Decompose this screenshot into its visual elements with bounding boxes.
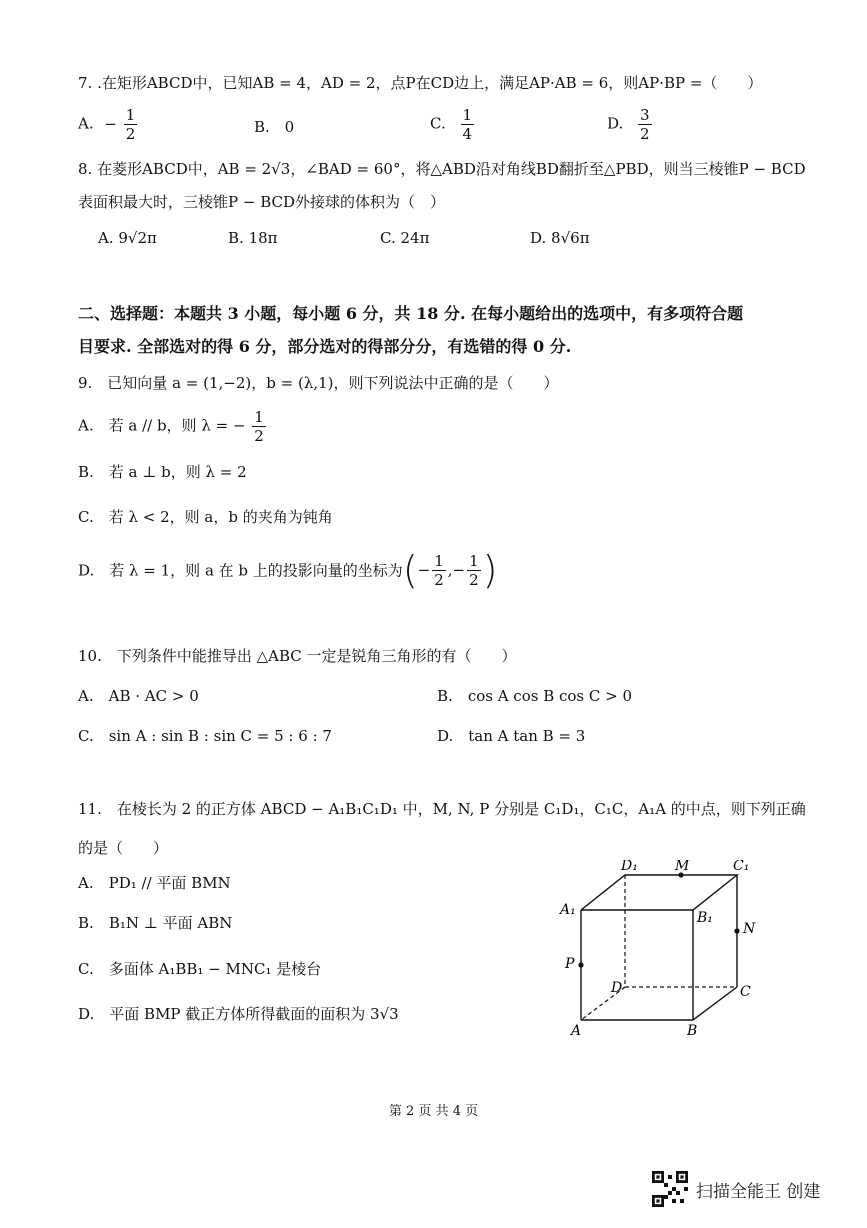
option-value: cos A cos B cos C > 0: [467, 687, 633, 705]
q10-option-b: [437, 685, 632, 706]
option-value: AB · AC > 0: [108, 687, 199, 705]
label-d1: D₁: [621, 860, 638, 874]
label-c: C: [740, 984, 751, 1000]
numerator: 3: [640, 106, 650, 124]
label-b: B: [687, 1023, 698, 1039]
point-n: [734, 928, 739, 933]
q9-option-b: B. 若 a ⊥ b，则 λ = 2: [78, 463, 247, 481]
denominator: 4: [462, 125, 473, 143]
denominator: 2: [469, 570, 479, 589]
label-a1: A₁: [560, 902, 576, 918]
option-label: C.: [380, 229, 396, 247]
section-heading-line2: 目要求. 全部选对的得 6 分，部分选对的得部分分，有选错的得 0 分.: [78, 337, 572, 356]
section-heading-line1: 二、选择题：本题共 3 小题，每小题 6 分，共 18 分. 在每小题给出的选项中，有多项符合题: [78, 304, 744, 323]
fraction: [124, 106, 138, 143]
q8-stem-line2: 表面积最大时，三棱锥P − BCD外接球的体积为（ ）: [78, 193, 446, 211]
q9-option-c: C. 若 λ < 2，则 a，b 的夹角为钝角: [78, 508, 333, 526]
numerator: 1: [434, 551, 444, 570]
option-label: B.: [437, 687, 453, 705]
q7-option-a: [78, 106, 139, 143]
option-label: C.: [78, 727, 94, 745]
option-value: 18π: [248, 229, 278, 247]
right-paren: ): [482, 548, 498, 592]
fraction: [432, 552, 446, 589]
q7-option-d: [607, 106, 654, 143]
option-label: D.: [607, 114, 624, 133]
option-label: A.: [78, 114, 94, 133]
top-face: [581, 875, 737, 910]
sign: −: [104, 114, 117, 133]
cube-figure: [555, 860, 775, 1040]
q8-option-a: [98, 229, 157, 247]
option-text: A. 若 a // b，则 λ = −: [78, 416, 246, 435]
option-text: D. 若 λ = 1，则 a 在 b 上的投影向量的坐标为: [78, 561, 403, 580]
option-value: 0: [284, 118, 295, 136]
fraction: [467, 552, 481, 589]
option-value: sin A : sin B : sin C = 5 : 6 : 7: [108, 727, 332, 745]
label-b1: B₁: [697, 910, 713, 926]
q8-option-c: [380, 229, 429, 247]
qr-code-icon: [652, 1171, 688, 1207]
numerator: 1: [462, 106, 473, 124]
edge-b-c: [693, 987, 737, 1020]
option-label: B.: [254, 118, 270, 136]
numerator: 1: [254, 408, 264, 426]
page-footer: 第 2 页 共 4 页: [388, 1104, 479, 1119]
left-paren: (: [402, 548, 418, 592]
numerator: 1: [469, 551, 479, 570]
denominator: 2: [254, 427, 264, 445]
option-label: A.: [98, 229, 114, 247]
q11-option-b: [78, 912, 232, 933]
label-n: N: [743, 921, 756, 937]
label-c1: C₁: [733, 860, 750, 874]
q11-stem-line2: 的是（ ）: [78, 839, 169, 857]
option-label: A.: [78, 687, 94, 705]
fraction: [252, 408, 266, 445]
option-value: 平面 BMP 截正方体所得截面的面积为 3√3: [109, 1005, 399, 1023]
label-m: M: [675, 860, 690, 874]
q9-option-a: [78, 408, 268, 445]
label-a: A: [571, 1023, 582, 1039]
option-value: 多面体 A₁BB₁ − MNC₁ 是棱台: [108, 960, 322, 978]
q8-option-d: [530, 229, 590, 247]
denominator: 2: [125, 125, 136, 143]
option-label: B.: [228, 229, 244, 247]
q9-option-d: [78, 548, 497, 592]
option-label: C.: [78, 960, 94, 978]
q11-option-a: [78, 872, 231, 893]
q8-stem-line1: 8. 在菱形ABCD中，AB = 2√3，∠BAD = 60°，将△ABD沿对角线BD翻折至△PBD，则当三棱锥P − BCD: [78, 160, 806, 178]
option-value: 24π: [400, 229, 430, 247]
option-value: tan A tan B = 3: [468, 727, 586, 745]
q7-option-c: [430, 106, 476, 143]
q9-stem: 9. 已知向量 a = (1,−2)，b = (λ,1)，则下列说法中正确的是（ ）: [78, 374, 559, 392]
q11-option-c: [78, 958, 321, 979]
scanner-watermark: [652, 1171, 820, 1207]
option-value: PD₁ // 平面 BMN: [108, 874, 231, 892]
q7-stem: 7. .在矩形ABCD中，已知AB = 4，AD = 2，点P在CD边上，满足AP·AB = 6，则AP·BP =（ ）: [78, 74, 763, 92]
q10-stem: 10. 下列条件中能推导出 △ABC 一定是锐角三角形的有（ ）: [78, 647, 517, 665]
fraction: [461, 106, 475, 143]
fraction: [638, 106, 652, 143]
option-label: D.: [530, 229, 547, 247]
option-value: 9√2π: [118, 229, 157, 247]
label-d: D: [611, 980, 623, 996]
denominator: 2: [434, 570, 444, 589]
q11-stem-line1: 11. 在棱长为 2 的正方体 ABCD − A₁B₁C₁D₁ 中，M, N, P 分别是 C₁D₁，C₁C，A₁A 的中点，则下列正确: [78, 800, 806, 818]
option-label: C.: [430, 114, 446, 133]
q11-option-d: [78, 1003, 399, 1024]
q7-option-b: [254, 118, 294, 136]
label-p: P: [565, 956, 575, 972]
option-label: B.: [78, 914, 94, 932]
comma-minus: ,−: [447, 561, 466, 579]
option-label: D.: [437, 727, 454, 745]
q8-option-b: [228, 229, 278, 247]
option-value: B₁N ⊥ 平面 ABN: [108, 914, 233, 932]
watermark-text: 扫描全能王 创建: [696, 1181, 821, 1202]
minus-sign: −: [417, 561, 431, 579]
point-p: [578, 962, 583, 967]
option-label: D.: [78, 1005, 95, 1023]
q10-option-d: [437, 725, 585, 746]
numerator: 1: [125, 106, 136, 124]
option-label: A.: [78, 874, 94, 892]
q10-option-a: [78, 685, 199, 706]
option-value: 8√6π: [551, 229, 590, 247]
q10-option-c: [78, 725, 332, 746]
denominator: 2: [640, 125, 650, 143]
